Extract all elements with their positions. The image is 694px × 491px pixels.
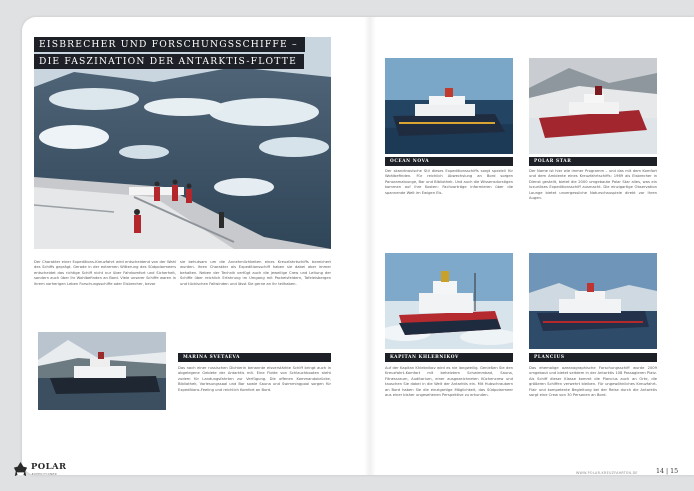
label-marina-svetaeva: MARINA SVETAEVA xyxy=(178,353,331,362)
page-numbers: 14 | 15 xyxy=(656,468,679,475)
photo-kapitan-khlebnikov xyxy=(385,253,513,349)
photo-marina-svetaeva xyxy=(38,332,166,410)
intro-column-2: sie behutsam um die Annehmlichkeiten eines Kreuzfahrtschiffs bereichert wurden. Ihren Charakter als Expeditionsschiff haben sie dabei aber immer behalten. Neben der Technik verfügt auch die jeweilige Crew und Leitung der Schiffe über reichlich Erfahrung im Umgang mit Packeisfeldern, Tafeleisbergen und tückischen Fallwinden und lässt Sie gerne an ihr teilhaben. xyxy=(180,260,331,286)
label-kapitan-khlebnikov: KAPITAN KHLEBNIKOV xyxy=(385,353,513,362)
logo-subline: EXPEDITIONEN xyxy=(32,473,57,476)
headline-line-1: EISBRECHER UND FORSCHUNGSSCHIFFE – xyxy=(34,37,305,52)
polar-bear-icon xyxy=(12,461,29,478)
page-gutter xyxy=(364,17,376,475)
footer-url: WWW.POLAR-KREUZFAHRTEN.DE xyxy=(576,471,638,475)
label-polar-star: POLAR STAR xyxy=(529,157,657,166)
text-plancius: Das ehemalige ozeanographische Forschungsschiff wurde 2009 umgebaut und bietet seitdem in der Antarktis 108 Passagieren Platz. Als Schiff dieser Klasse kommt die Plancius auch an Orte, die größeren Schiffen verwehrt bleiben. Für ungewöhnliches Kreuzfahrt-Flair und kompetente Begleitung bei der Reise durch die Antarktis sorgt eine Crew von 30 Personen an Bord. xyxy=(529,366,657,398)
photo-polar-star xyxy=(529,58,657,154)
headline-line-2: DIE FASZINATION DER ANTARKTIS-FLOTTE xyxy=(34,54,304,69)
polar-logo xyxy=(12,460,72,480)
label-ocean-nova: OCEAN NOVA xyxy=(385,157,513,166)
photo-ocean-nova xyxy=(385,58,513,154)
label-plancius: PLANCIUS xyxy=(529,353,657,362)
text-kapitan-khlebnikov: Auf der Kapitan Khlebnikov wird es nie langweilig. Genießen Sie den Kreuzfahrt-Komfort mit beheiztem Schwimmbad, Sauna, Fitnessraum, Auditorium, einer ausgezeichneten Küchencrew und tauschen Sie dabei in die Welt der Antarktis ein. Mit Hubschraubern an Bord haben Sie die einzigartige Möglichkeit, das Südpolarmeer aus einer bisher ungesehenen Perspektive zu erkunden. xyxy=(385,366,513,398)
logo-wordmark: POLAR xyxy=(31,462,67,472)
text-polar-star: Der Name ist hier wie immer Programm – und das mit dem Komfort und dem Ambiente eines Kreuzfahrtschiffs: 1969 als Eisbrecher in Dienst gestellt, bietet die 2000 umgebaute Polar Star alles, was ein luxuriöses Expeditionsschiff ausmacht. Die einzigartige Observation Lounge bietet unvergessliche Naturschauspiele direkt vor Ihren Augen. xyxy=(529,169,657,201)
intro-column-1: Der Charakter einer Expeditions-Kreuzfahrt wird entscheidend von der Wahl des Schiffs geprägt. Gerade in der extremen Witterung des Südpolarmeers entscheidet das richtige Schiff nicht nur über Fahrkomfort und Sicherheit, sondern auch über Ihr Wohlbefinden an Bord. Viele unserer Schiffe waren in ihrem vorherigen Leben Forschungsschiffe oder Eisbrecher, bevor xyxy=(34,260,176,286)
text-marina-svetaeva: Das nach einer russischen Dichterin benannte eisverstärkte Schiff bringt auch in abgelegene Gebiete der Antarktis mit. Eine Flotte von Schlauchbooten steht zudem für Landungsfahrten zur Verfügung. Die offenen Kommandobrücke, Bibliothek, Vorlesungssaal und Bar sowie Sauna und Swimmingpool sorgen für Expeditions-Feeling und reichlich Komfort an Bord. xyxy=(178,366,331,392)
page-headline xyxy=(34,37,305,71)
text-ocean-nova: Der skandinavische Stil dieses Expeditionsschiffs sorgt speziell für Wohlbefinden. Für reichlich Abwechslung an Bord sorgen Panoramalounge, Bar und Bibliothek. Und auch die Wissensdurstigen kommen auf ihre Kosten: Fachvorträge informieren über die spannende Welt im Ewigen Eis. xyxy=(385,169,513,195)
photo-plancius xyxy=(529,253,657,349)
